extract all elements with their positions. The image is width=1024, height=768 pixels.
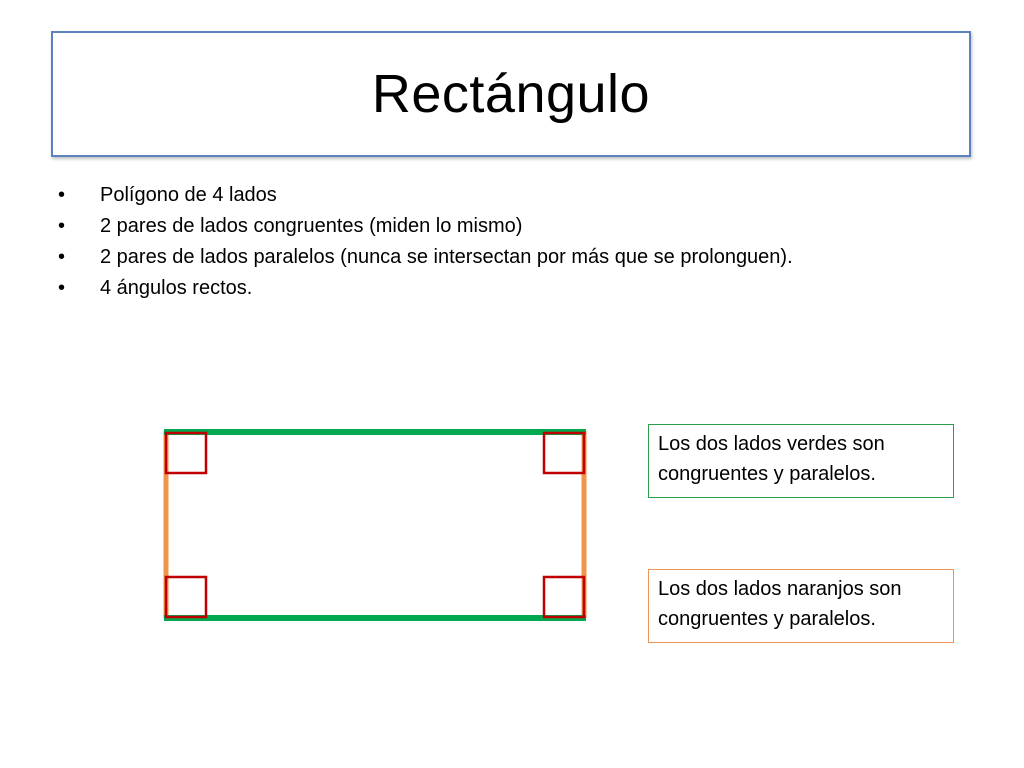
bullet-list	[58, 180, 793, 304]
rectangle-figure	[160, 425, 592, 625]
bullet-text: Polígono de 4 lados	[100, 184, 277, 206]
bullet-icon: •	[58, 184, 66, 206]
right-angle-marker-top-left	[166, 433, 206, 473]
slide-title: Rectángulo	[371, 64, 651, 124]
list-item	[58, 211, 793, 242]
green-sides-note	[648, 424, 954, 498]
title-box	[51, 31, 971, 157]
bullet-icon: •	[58, 215, 66, 237]
bullet-text: 4 ángulos rectos.	[100, 277, 253, 299]
orange-sides-note	[648, 569, 954, 643]
list-item	[58, 180, 793, 211]
list-item	[58, 242, 793, 273]
list-item	[58, 273, 793, 304]
bullet-icon: •	[58, 246, 66, 268]
green-sides-note-text: Los dos lados verdes son congruentes y paralelos.	[658, 433, 885, 485]
right-angle-marker-top-right	[544, 433, 584, 473]
orange-sides-note-text: Los dos lados naranjos son congruentes y paralelos.	[658, 578, 902, 630]
bullet-icon: •	[58, 277, 66, 299]
right-angle-marker-bottom-right	[544, 577, 584, 617]
bullet-text: 2 pares de lados paralelos (nunca se intersectan por más que se prolonguen).	[100, 246, 793, 268]
bullet-text: 2 pares de lados congruentes (miden lo mismo)	[100, 215, 523, 237]
right-angle-marker-bottom-left	[166, 577, 206, 617]
